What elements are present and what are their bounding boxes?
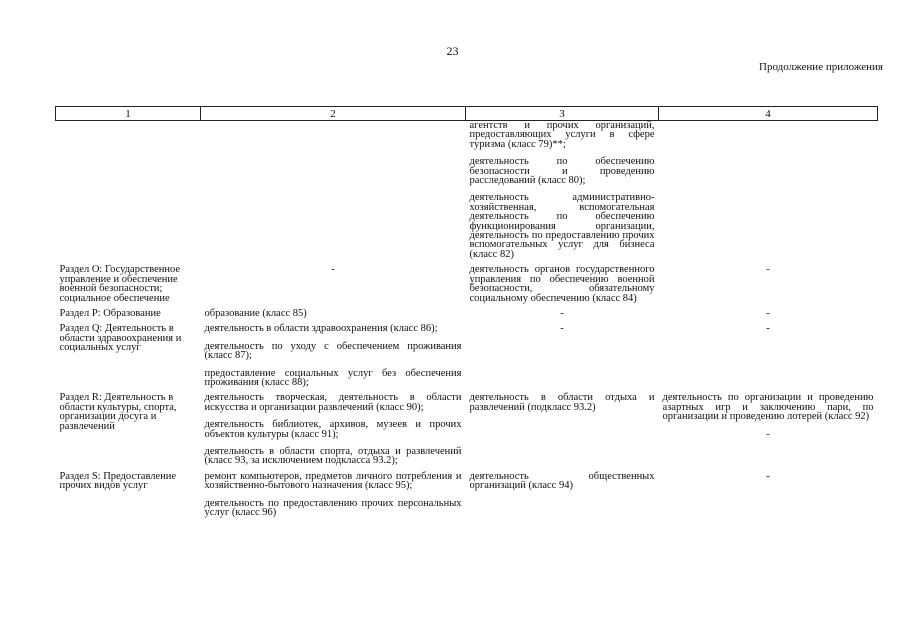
cell-col2 <box>201 393 466 471</box>
cell-paragraph: деятельность библиотек, архивов, музеев и прочих объектов культуры (класс 91); <box>204 419 462 440</box>
cell-paragraph: агентств и прочих организаций, предоставляющих услуги в сфере туризма (класс 79)**; <box>469 120 655 150</box>
cell-col3 <box>466 324 659 393</box>
cell-col3 <box>466 393 659 471</box>
dash-mark: - <box>766 428 770 440</box>
cell-paragraph: деятельность по уходу с обеспечением проживания (класс 87); <box>204 340 462 362</box>
cell-paragraph: деятельность в области спорта, отдыха и развлечений (класс 93, за исключением подкласса 93.2); <box>204 445 462 467</box>
cell-col3 <box>466 265 659 309</box>
column-header-3: 3 <box>466 107 659 121</box>
cell-paragraph: ремонт компьютеров, предметов личного потребления и хозяйственно-бытового назначения (класс 95); <box>204 470 462 492</box>
section-name-s: Раздел S: Предоставление прочих видов услуг <box>59 470 177 492</box>
column-header-1: 1 <box>56 107 201 121</box>
cell-paragraph: деятельность административно-хозяйственная, вспомогательная деятельность по обеспечению функционирования организации, деятельность по предоставлению прочих вспомогательных услуг для бизнеса (класс 82) <box>469 192 655 260</box>
cell-col4 <box>659 265 878 309</box>
section-name-r: Раздел R: Деятельность в области культуры, спорта, организации досуга и развлечений <box>59 392 177 432</box>
dash-mark: - <box>560 323 564 335</box>
cell-paragraph: образование (класс 85) <box>204 307 307 319</box>
dash-mark: - <box>766 470 770 482</box>
cell-paragraph: деятельность органов государственного управления по обеспечению военной безопасности, обязательному социальному обеспечению (класс 84) <box>469 264 655 304</box>
table-row-section-p <box>56 309 878 324</box>
cell-paragraph: деятельность в области отдыха и развлечений (подкласс 93.2) <box>469 392 655 413</box>
cell-col3 <box>466 309 659 324</box>
cell-col4 <box>659 472 878 524</box>
section-name-o: Раздел O: Государственное управление и обеспечение военной безопасности; социальное обеспечение <box>59 264 181 304</box>
dash-mark: - <box>560 307 564 319</box>
page-number: 23 <box>446 44 459 58</box>
cell-paragraph: деятельность по предоставлению прочих персональных услуг (класс 96) <box>204 497 462 518</box>
cell-paragraph: деятельность по организации и проведению азартных игр и заключению пари, по организации и проведению лотерей (класс 92) <box>662 392 874 423</box>
table-row-section-q <box>56 324 878 393</box>
dash-mark: - <box>331 264 335 276</box>
cell-paragraph: деятельность в области здравоохранения (класс 86); <box>204 323 438 335</box>
dash-mark: - <box>766 307 770 319</box>
table-header-row <box>56 107 878 121</box>
cell-col2 <box>201 309 466 324</box>
cell-col4 <box>659 121 878 266</box>
table-row-continuation <box>56 121 878 266</box>
section-name-p: Раздел P: Образование <box>59 307 161 319</box>
cell-col4 <box>659 324 878 393</box>
cell-col3 <box>466 121 659 266</box>
cell-paragraph: предоставление социальных услуг без обеспечения проживания (класс 88); <box>204 367 462 388</box>
cell-col2 <box>201 121 466 266</box>
table-row-section-r <box>56 393 878 471</box>
cell-col2 <box>201 324 466 393</box>
cell-section-name <box>56 121 201 266</box>
appendix-table <box>55 106 878 523</box>
continuation-label: Продолжение приложения <box>759 61 883 73</box>
cell-col3 <box>466 472 659 524</box>
cell-paragraph: деятельность по обеспечению безопасности и проведению расследований (класс 80); <box>469 156 655 187</box>
section-name-q: Раздел Q: Деятельность в области здравоохранения и социальных услуг <box>59 323 182 354</box>
dash-mark: - <box>766 264 770 276</box>
column-header-4: 4 <box>659 107 878 121</box>
cell-col4 <box>659 309 878 324</box>
cell-col4 <box>659 393 878 471</box>
cell-col2 <box>201 265 466 309</box>
column-header-2: 2 <box>201 107 466 121</box>
cell-paragraph: деятельность творческая, деятельность в области искусства и организации развлечений (класс 90); <box>204 392 462 413</box>
dash-mark: - <box>766 323 770 335</box>
table-row-section-s <box>56 472 878 524</box>
cell-paragraph: деятельность общественных организаций (класс 94) <box>469 470 655 492</box>
table-row-section-o <box>56 265 878 309</box>
cell-col2 <box>201 472 466 524</box>
